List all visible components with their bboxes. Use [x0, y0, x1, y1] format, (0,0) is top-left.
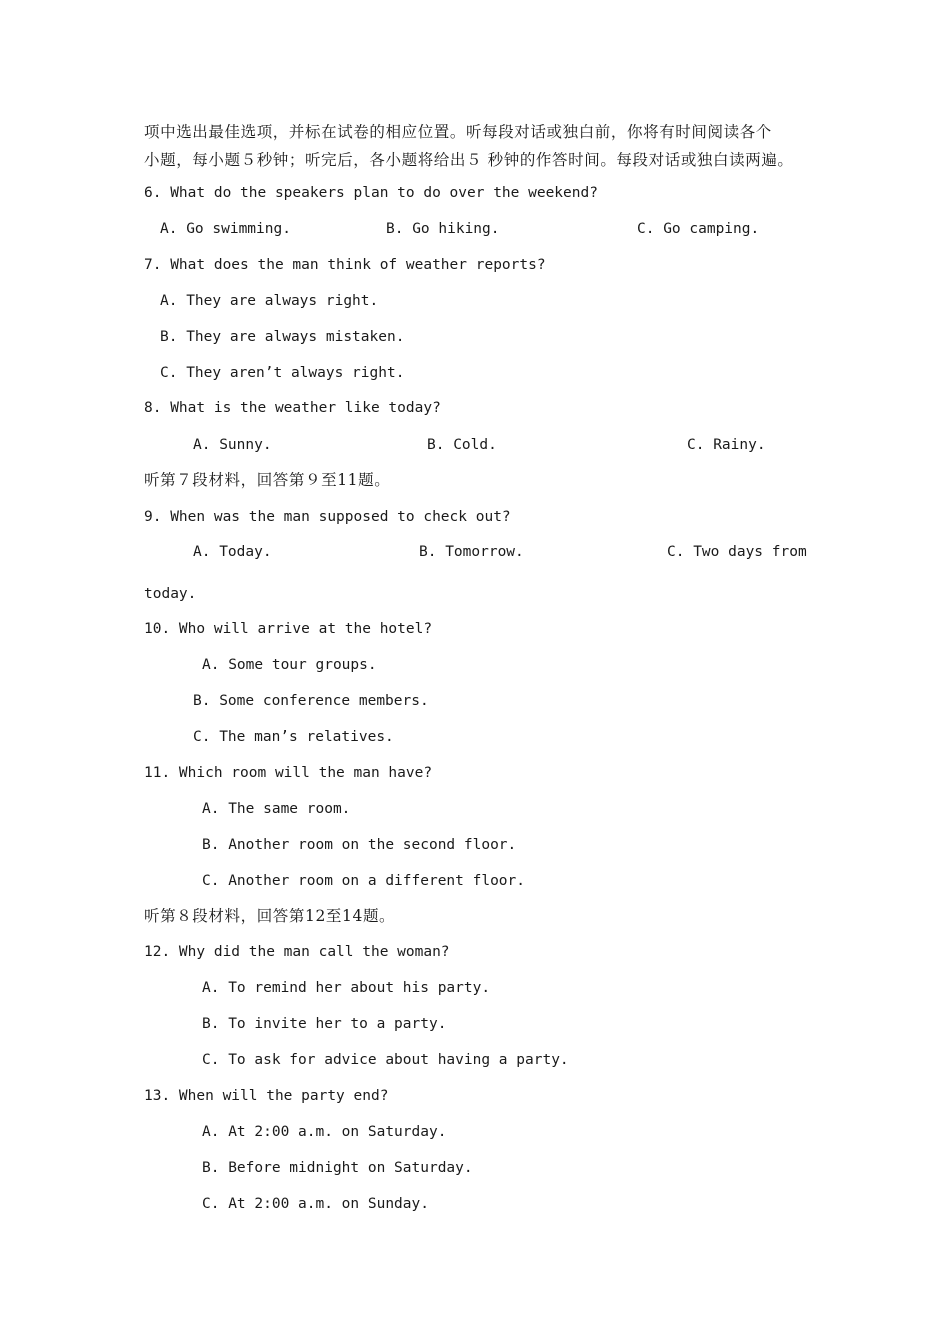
- question-8-stem: 8. What is the weather like today?: [144, 400, 441, 416]
- question-9-option-b: B. Tomorrow.: [419, 544, 524, 560]
- question-6-stem: 6. What do the speakers plan to do over the weekend?: [144, 185, 598, 201]
- section-8-heading: 听第８段材料，回答第12至14题。: [144, 907, 396, 925]
- question-9-stem: 9. When was the man supposed to check out?: [144, 509, 511, 525]
- question-13-stem: 13. When will the party end?: [144, 1088, 389, 1104]
- question-12-option-c: C. To ask for advice about having a party.: [202, 1052, 569, 1068]
- question-8-option-b: B. Cold.: [427, 437, 497, 453]
- question-7-option-b: B. They are always mistaken.: [160, 329, 405, 345]
- question-9-option-c-continued: today.: [144, 586, 197, 602]
- question-12-option-b: B. To invite her to a party.: [202, 1016, 447, 1032]
- question-6-option-b: B. Go hiking.: [386, 221, 500, 237]
- instructions-line-1: 项中选出最佳选项，并标在试卷的相应位置。听每段对话或独白前，你将有时间阅读各个: [144, 123, 772, 141]
- question-7-option-c: C. They aren’t always right.: [160, 365, 405, 381]
- question-9-option-a: A. Today.: [193, 544, 272, 560]
- question-9-option-c: C. Two days from: [667, 544, 807, 560]
- question-7-option-a: A. They are always right.: [160, 293, 379, 309]
- question-10-option-b: B. Some conference members.: [193, 693, 429, 709]
- instructions-line-2: 小题，每小题５秒钟；听完后，各小题将给出５ 秒钟的作答时间。每段对话或独白读两遍。: [144, 151, 794, 169]
- question-11-stem: 11. Which room will the man have?: [144, 765, 433, 781]
- question-13-option-a: A. At 2:00 a.m. on Saturday.: [202, 1124, 447, 1140]
- question-10-option-a: A. Some tour groups.: [202, 657, 377, 673]
- question-6-option-c: C. Go camping.: [637, 221, 760, 237]
- question-11-option-b: B. Another room on the second floor.: [202, 837, 517, 853]
- question-8-option-c: C. Rainy.: [687, 437, 766, 453]
- question-6-option-a: A. Go swimming.: [160, 221, 291, 237]
- question-12-stem: 12. Why did the man call the woman?: [144, 944, 450, 960]
- question-13-option-c: C. At 2:00 a.m. on Sunday.: [202, 1196, 429, 1212]
- question-10-stem: 10. Who will arrive at the hotel?: [144, 621, 433, 637]
- question-10-option-c: C. The man’s relatives.: [193, 729, 394, 745]
- question-7-stem: 7. What does the man think of weather reports?: [144, 257, 546, 273]
- question-11-option-a: A. The same room.: [202, 801, 351, 817]
- section-7-heading: 听第７段材料，回答第９至11题。: [144, 471, 391, 489]
- question-11-option-c: C. Another room on a different floor.: [202, 873, 526, 889]
- question-13-option-b: B. Before midnight on Saturday.: [202, 1160, 473, 1176]
- question-8-option-a: A. Sunny.: [193, 437, 272, 453]
- question-12-option-a: A. To remind her about his party.: [202, 980, 491, 996]
